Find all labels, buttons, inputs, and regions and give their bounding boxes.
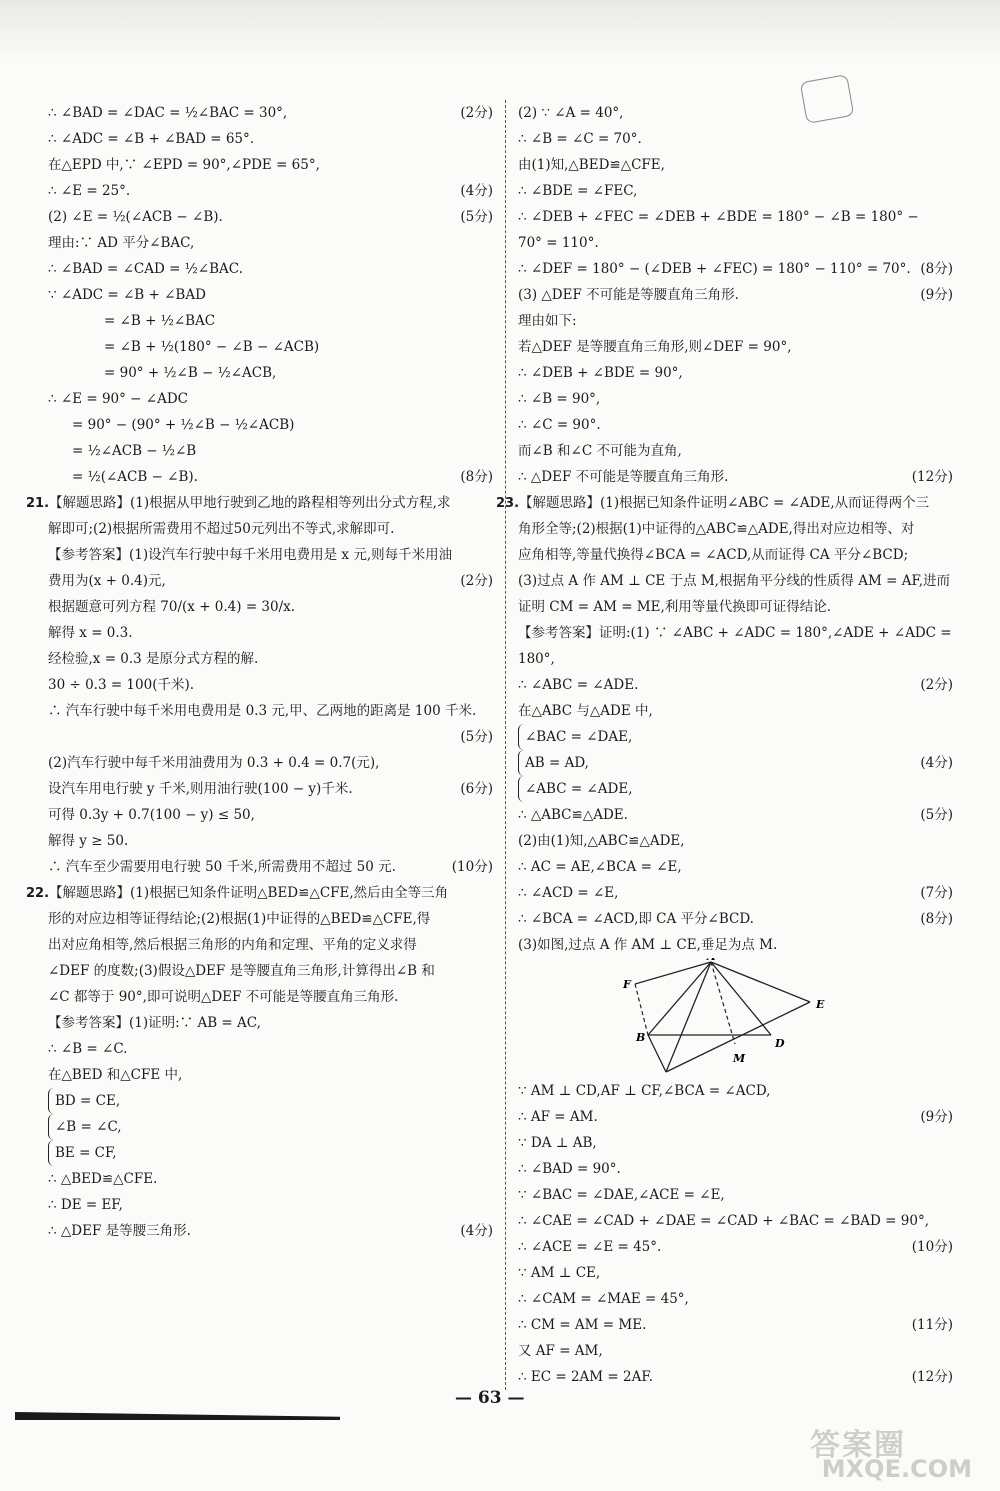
question-number: 22. xyxy=(26,886,50,901)
line-text: (2) ∵ ∠A = 40°, xyxy=(518,105,624,121)
line-text: ∴ AF = AM. xyxy=(518,1109,598,1125)
left-column xyxy=(26,100,493,1244)
text-line xyxy=(48,1088,493,1114)
text-line xyxy=(518,438,953,464)
text-line xyxy=(518,1104,953,1130)
line-text: ∴ ∠B = 90°, xyxy=(518,391,601,407)
text-line xyxy=(518,672,953,698)
line-text: 设汽车用电行驶 y 千米,则用油行驶(100 − y)千米. xyxy=(48,781,353,797)
text-line xyxy=(518,230,953,256)
line-text: ∴ 汽车至少需要用电行驶 50 千米,所需费用不超过 50 元. xyxy=(48,859,396,875)
line-text: ∠ABC = ∠ADE, xyxy=(518,776,633,802)
point-label-F: F xyxy=(623,978,631,991)
text-line xyxy=(48,412,493,438)
line-text: = 90° − (90° + ½∠B − ½∠ACB) xyxy=(72,417,295,433)
line-text: 70° = 110°. xyxy=(518,235,599,251)
line-text: 证明 CM = AM = ME,利用等量代换即可证得结论. xyxy=(518,599,832,615)
segment-AD xyxy=(711,962,771,1035)
line-text: ∴ ∠BAD = 90°. xyxy=(518,1161,621,1177)
line-text: (3)如图,过点 A 作 AM ⊥ CE,垂足为点 M. xyxy=(518,937,778,953)
line-text: ∴ △BED≌△CFE. xyxy=(48,1171,158,1187)
text-line xyxy=(48,204,493,230)
text-line xyxy=(48,1114,493,1140)
score-label: (2分) xyxy=(460,105,493,121)
line-text: ∴ ∠ACD = ∠E, xyxy=(518,885,619,901)
line-text: 理由如下: xyxy=(518,313,577,329)
segment-AE xyxy=(711,962,810,1002)
line-text: ∴ △DEF 不可能是等腰直角三角形. xyxy=(518,469,729,485)
text-line xyxy=(518,646,953,672)
segment-BC xyxy=(648,1035,666,1072)
line-text: ∴ △DEF 是等腰三角形. xyxy=(48,1223,191,1239)
text-line xyxy=(518,932,953,958)
line-text: 应角相等,等量代换得∠BCA = ∠ACD,从而证得 CA 平分∠BCD; xyxy=(518,547,909,563)
text-line xyxy=(518,516,953,542)
line-text: 由(1)知,△BED≌△CFE, xyxy=(518,157,665,173)
text-line xyxy=(48,1166,493,1192)
text-line xyxy=(48,1192,493,1218)
line-text: ∠C 都等于 90°,即可说明△DEF 不可能是等腰直角三角形. xyxy=(48,989,399,1005)
point-label-B: B xyxy=(636,1031,646,1044)
score-label: (5分) xyxy=(460,729,493,745)
text-line xyxy=(518,1078,953,1104)
score-label: (8分) xyxy=(460,469,493,485)
score-label: (8分) xyxy=(920,261,953,277)
line-text: 解即可;(2)根据所需费用不超过50元列出不等式,求解即可. xyxy=(48,521,395,537)
text-line xyxy=(48,360,493,386)
footer-bar xyxy=(15,1412,340,1420)
text-line xyxy=(48,282,493,308)
text-line xyxy=(48,334,493,360)
score-label: (2分) xyxy=(460,573,493,589)
line-text: 若△DEF 是等腰直角三角形,则∠DEF = 90°, xyxy=(518,339,792,355)
line-text: ∵ DA ⊥ AB, xyxy=(518,1135,597,1151)
text-line xyxy=(48,464,493,490)
text-line xyxy=(518,880,953,906)
line-text: ∠B = ∠C, xyxy=(48,1114,122,1140)
line-text: ∵ ∠BAC = ∠DAE,∠ACE = ∠E, xyxy=(518,1187,725,1203)
point-label-A xyxy=(706,958,716,963)
line-text: ∵ AM ⊥ CD,AF ⊥ CF,∠BCA = ∠ACD, xyxy=(518,1083,771,1099)
text-line xyxy=(518,724,953,750)
text-line xyxy=(518,1286,953,1312)
line-text: ∴ ∠BAD = ∠CAD = ½∠BAC. xyxy=(48,261,243,277)
line-text: = ½∠ACB − ½∠B xyxy=(72,443,197,459)
line-text: 角形全等;(2)根据(1)中证得的△ABC≌△ADE,得出对应边相等、对 xyxy=(518,521,915,537)
line-text: ∴ ∠ADC = ∠B + ∠BAD = 65°. xyxy=(48,131,255,147)
dashed-segment-AM xyxy=(711,962,735,1044)
line-text: 解得 x = 0.3. xyxy=(48,625,133,641)
text-line xyxy=(518,282,953,308)
text-line xyxy=(48,308,493,334)
text-line xyxy=(518,152,953,178)
line-text: ∴ 汽车行驶中每千米用电费用是 0.3 元,甲、乙两地的距离是 100 千米. xyxy=(48,703,477,719)
line-text: ∴ ∠C = 90°. xyxy=(518,417,601,433)
text-line xyxy=(48,1062,493,1088)
line-text: 【解题思路】(1)根据已知条件证明∠ABC = ∠ADE,从而证得两个三 xyxy=(519,495,930,511)
line-text: 【解题思路】(1)根据从甲地行驶到乙地的路程相等列出分式方程,求 xyxy=(49,495,451,511)
text-line xyxy=(518,594,953,620)
score-label: (12分) xyxy=(911,469,953,485)
point-label-E: E xyxy=(816,998,825,1011)
text-line xyxy=(48,1140,493,1166)
line-text: 在△EPD 中,∵ ∠EPD = 90°,∠PDE = 65°, xyxy=(48,157,320,173)
text-line xyxy=(518,126,953,152)
text-line xyxy=(518,1130,953,1156)
text-line xyxy=(518,1234,953,1260)
line-text: 经检验,x = 0.3 是原分式方程的解. xyxy=(48,651,259,667)
line-text: ∴ ∠ABC = ∠ADE. xyxy=(518,677,639,693)
text-line xyxy=(48,620,493,646)
text-line xyxy=(48,568,493,594)
text-line xyxy=(48,646,493,672)
line-text: 形的对应边相等证得结论;(2)根据(1)中证得的△BED≌△CFE,得 xyxy=(48,911,431,927)
score-label: (4分) xyxy=(460,183,493,199)
line-text: ∴ ∠DEB + ∠BDE = 90°, xyxy=(518,365,683,381)
text-line xyxy=(518,906,953,932)
score-label: (5分) xyxy=(460,209,493,225)
score-label: (6分) xyxy=(460,781,493,797)
text-line xyxy=(518,854,953,880)
text-line xyxy=(48,1036,493,1062)
text-line xyxy=(48,750,493,776)
line-text: (2) ∠E = ½(∠ACB − ∠B). xyxy=(48,209,223,225)
text-line xyxy=(518,776,953,802)
line-text: BE = CF, xyxy=(48,1140,117,1166)
text-line xyxy=(518,698,953,724)
text-line xyxy=(518,360,953,386)
line-text: (3)过点 A 作 AM ⊥ CE 于点 M,根据角平分线的性质得 AM = AF,进而 xyxy=(518,573,951,589)
line-text: 【参考答案】证明:(1) ∵ ∠ABC + ∠ADC = 180°,∠ADE + ∠ADC = xyxy=(518,625,952,641)
text-line xyxy=(48,854,493,880)
text-line xyxy=(26,490,493,516)
score-label: (12分) xyxy=(911,1369,953,1385)
score-label: (4分) xyxy=(920,755,953,771)
text-line xyxy=(48,438,493,464)
line-text: 30 ÷ 0.3 = 100(千米). xyxy=(48,677,195,693)
line-text: ∴ ∠BAD = ∠DAC = ½∠BAC = 30°, xyxy=(48,105,288,121)
text-line xyxy=(48,100,493,126)
text-line xyxy=(496,490,953,516)
text-line xyxy=(48,958,493,984)
figure-container xyxy=(518,958,953,1078)
segment-AB xyxy=(648,962,711,1035)
score-label: (2分) xyxy=(920,677,953,693)
score-label: (9分) xyxy=(920,1109,953,1125)
line-text: 出对应角相等,然后根据三角形的内角和定理、平角的定义求得 xyxy=(48,937,417,953)
line-text: 根据题意可列方程 70/(x + 0.4) = 30/x. xyxy=(48,599,296,615)
line-text: ∴ ∠CAM = ∠MAE = 45°, xyxy=(518,1291,689,1307)
line-text: 而∠B 和∠C 不可能为直角, xyxy=(518,443,682,459)
text-line xyxy=(518,308,953,334)
line-text: (2)由(1)知,△ABC≌△ADE, xyxy=(518,833,685,849)
line-text: 180°, xyxy=(518,651,555,667)
text-line xyxy=(48,776,493,802)
line-text: ∴ ∠B = ∠C. xyxy=(48,1041,128,1057)
text-line xyxy=(518,568,953,594)
line-text: ∴ EC = 2AM = 2AF. xyxy=(518,1369,653,1385)
line-text: ∴ ∠B = ∠C = 70°. xyxy=(518,131,642,147)
line-text: 在△BED 和△CFE 中, xyxy=(48,1067,183,1083)
text-line xyxy=(518,1156,953,1182)
line-text: ∴ ∠DEB + ∠FEC = ∠DEB + ∠BDE = 180° − ∠B = 180° − xyxy=(518,209,919,225)
text-line xyxy=(518,1312,953,1338)
score-label: (8分) xyxy=(920,911,953,927)
text-line xyxy=(518,1182,953,1208)
text-line xyxy=(518,100,953,126)
line-text: ∴ ∠E = 25°. xyxy=(48,183,131,199)
line-text: ∴ ∠DEF = 180° − (∠DEB + ∠FEC) = 180° − 110° = 70°. xyxy=(518,261,911,277)
text-line xyxy=(518,1208,953,1234)
line-text: BD = CE, xyxy=(48,1088,120,1114)
line-text: AB = AD, xyxy=(518,750,589,776)
text-line xyxy=(518,1338,953,1364)
text-line xyxy=(518,386,953,412)
score-label: (7分) xyxy=(920,885,953,901)
score-label: (4分) xyxy=(460,1223,493,1239)
watermark-logo: 答案圈 xyxy=(810,1428,906,1463)
text-line xyxy=(518,828,953,854)
question-number: 21. xyxy=(26,496,50,511)
right-column xyxy=(496,100,953,1390)
point-label-D: D xyxy=(775,1037,785,1050)
score-label: (9分) xyxy=(920,287,953,303)
text-line xyxy=(48,230,493,256)
text-line xyxy=(48,256,493,282)
line-text: ∴ ∠E = 90° − ∠ADC xyxy=(48,391,188,407)
line-text: (2)汽车行驶中每千米用油费用为 0.3 + 0.4 = 0.7(元), xyxy=(48,755,380,771)
line-text: 可得 0.3y + 0.7(100 − y) ≤ 50, xyxy=(48,807,255,823)
segment-AC xyxy=(666,962,711,1072)
text-line xyxy=(518,620,953,646)
score-label: (10分) xyxy=(451,859,493,875)
line-text: ∠DEF 的度数;(3)假设△DEF 是等腰直角三角形,计算得出∠B 和 xyxy=(48,963,435,979)
line-text: 【参考答案】(1)设汽车行驶中每千米用电费用是 x 元,则每千米用油 xyxy=(48,547,453,563)
question-number: 23. xyxy=(496,496,520,511)
watermark-url: MXQE.COM xyxy=(821,1455,972,1483)
text-line xyxy=(518,1364,953,1390)
line-text: ∵ ∠ADC = ∠B + ∠BAD xyxy=(48,287,206,303)
text-line xyxy=(48,984,493,1010)
column-divider xyxy=(505,100,506,1390)
text-line xyxy=(48,386,493,412)
line-text: (3) △DEF 不可能是等腰直角三角形. xyxy=(518,287,739,303)
line-text: = ½(∠ACB − ∠B). xyxy=(72,469,198,485)
line-text: ∴ ∠CAE = ∠CAD + ∠DAE = ∠CAD + ∠BAC = ∠BAD = 90°, xyxy=(518,1213,929,1229)
score-label: (10分) xyxy=(911,1239,953,1255)
text-line xyxy=(48,126,493,152)
line-text: ∴ AC = AE,∠BCA = ∠E, xyxy=(518,859,682,875)
line-text: 【参考答案】(1)证明:∵ AB = AC, xyxy=(48,1015,261,1031)
text-line xyxy=(48,542,493,568)
dashed-segment-FB xyxy=(635,984,648,1035)
text-line xyxy=(518,1260,953,1286)
point-label-M: M xyxy=(733,1052,746,1065)
text-line xyxy=(48,516,493,542)
text-line xyxy=(518,204,953,230)
line-text: ∴ ∠ACE = ∠E = 45°. xyxy=(518,1239,662,1255)
text-line xyxy=(48,178,493,204)
line-text: ∴ CM = AM = ME. xyxy=(518,1317,647,1333)
text-line xyxy=(48,828,493,854)
text-line xyxy=(48,152,493,178)
text-line xyxy=(518,178,953,204)
line-text: ∴ DE = EF, xyxy=(48,1197,123,1213)
line-text: = ∠B + ½(180° − ∠B − ∠ACB) xyxy=(104,339,320,355)
line-text: 费用为(x + 0.4)元, xyxy=(48,573,166,589)
text-line xyxy=(518,750,953,776)
score-label: (11分) xyxy=(911,1317,953,1333)
text-line xyxy=(48,1218,493,1244)
page-number: — 63 — xyxy=(455,1388,525,1408)
text-line xyxy=(518,334,953,360)
line-text: ∴ ∠BDE = ∠FEC, xyxy=(518,183,638,199)
line-text: 理由:∵ AD 平分∠BAC, xyxy=(48,235,195,251)
text-line xyxy=(48,906,493,932)
text-line xyxy=(518,802,953,828)
line-text: = 90° + ½∠B − ½∠ACB, xyxy=(104,365,277,381)
line-text: ∴ ∠BCA = ∠ACD,即 CA 平分∠BCD. xyxy=(518,911,754,927)
text-line xyxy=(48,698,493,724)
line-text: 【解题思路】(1)根据已知条件证明△BED≌△CFE,然后由全等三角 xyxy=(49,885,449,901)
text-line xyxy=(48,594,493,620)
line-text: 解得 y ≥ 50. xyxy=(48,833,129,849)
score-label: (5分) xyxy=(920,807,953,823)
line-text: 在△ABC 与△ADE 中, xyxy=(518,703,653,719)
text-line xyxy=(26,880,493,906)
geometry-figure xyxy=(518,958,953,1078)
text-line xyxy=(48,724,493,750)
text-line xyxy=(48,932,493,958)
line-text: ∵ AM ⊥ CE, xyxy=(518,1265,601,1281)
scan-shadow xyxy=(0,0,1000,60)
text-line xyxy=(518,542,953,568)
text-line xyxy=(48,672,493,698)
text-line xyxy=(518,412,953,438)
text-line xyxy=(48,1010,493,1036)
line-text: ∴ △ABC≌△ADE. xyxy=(518,807,628,823)
text-line xyxy=(48,802,493,828)
text-line xyxy=(518,256,953,282)
text-line xyxy=(518,464,953,490)
line-text: ∠BAC = ∠DAE, xyxy=(518,724,632,750)
line-text: 又 AF = AM, xyxy=(518,1343,603,1359)
segment-AF xyxy=(635,962,711,984)
line-text: = ∠B + ½∠BAC xyxy=(104,313,216,329)
